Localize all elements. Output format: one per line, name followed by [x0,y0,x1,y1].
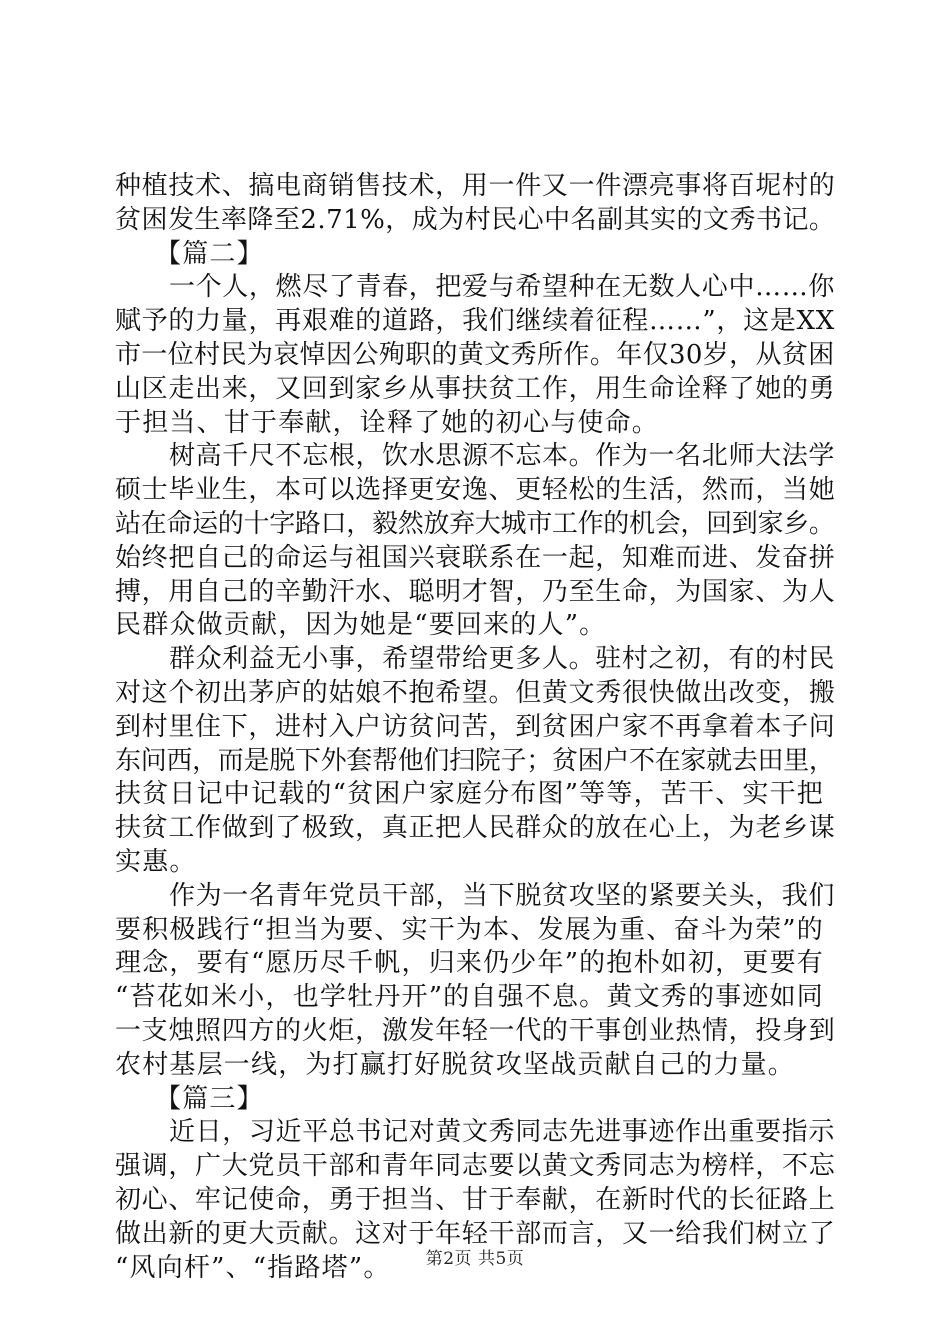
text-line: 硕士毕业生，本可以选择更安逸、更轻松的生活，然而，当她 [115,475,836,506]
text-line: 理念，要有“愿历尽千帆，归来仍少年”的抱朴如初，更要有 [115,948,824,979]
text-line: 树高千尺不忘根，饮水思源不忘本。作为一名北师大法学 [169,441,836,472]
text-line: 农村基层一线，为打赢打好脱贫攻坚战贡献自己的力量。 [115,1049,796,1080]
section-heading: 【篇二】 [155,238,264,269]
text-line: 民群众做贡献，因为她是“要回来的人”。 [115,610,607,641]
text-line: “风向杆”、“指路塔”。 [115,1252,391,1283]
text-line: 群众利益无小事，希望带给更多人。驻村之初，有的村民 [169,644,836,675]
text-line: 东问西，而是脱下外套帮他们扫院子；贫困户不在家就去田里， [115,745,835,776]
text-line: 扶贫工作做到了极致，真正把人民群众的放在心上，为老乡谋 [115,813,836,844]
text-line: 一支烛照四方的火炬，激发年轻一代的干事创业热情，投身到 [115,1015,836,1046]
text-line: 市一位村民为哀悼因公殉职的黄文秀所作。年仅30岁，从贫困 [115,339,835,370]
text-line: 近日，习近平总书记对黄文秀同志先进事迹作出重要指示 [169,1117,836,1148]
text-line: 要积极践行“担当为要、实干为本、发展为重、奋斗为荣”的 [115,914,824,945]
text-line: 搏，用自己的辛勤汗水、聪明才智，乃至生命，为国家、为人 [115,576,836,607]
text-line: 初心、牢记使命，勇于担当、甘于奉献，在新时代的长征路上 [115,1184,836,1215]
section-heading: 【篇三】 [155,1083,264,1114]
text-line: 扶贫日记中记载的“贫困户家庭分布图”等等，苦干、实干把 [115,779,824,810]
text-line: 赋予的力量，再艰难的道路，我们继续着征程……”，这是XX [115,306,835,337]
text-line: 站在命运的十字路口，毅然放弃大城市工作的机会，回到家乡。 [115,508,835,539]
text-line: 强调，广大党员干部和青年同志要以黄文秀同志为榜样，不忘 [115,1151,836,1182]
text-line: 始终把自己的命运与祖国兴衰联系在一起，知难而进、发奋拼 [115,542,836,573]
text-line: 山区走出来，又回到家乡从事扶贫工作，用生命诠释了她的勇 [115,373,836,404]
text-line: 于担当、甘于奉献，诠释了她的初心与使命。 [115,407,660,438]
text-line: 做出新的更大贡献。这对于年轻干部而言，又一给我们树立了 [115,1218,836,1249]
text-line: “苔花如米小，也学牡丹开”的自强不息。黄文秀的事迹如同 [115,982,824,1013]
text-line: 实惠。 [115,846,197,877]
text-line: 到村里住下，进村入户访贫问苦，到贫困户家不再拿着本子问 [115,711,836,742]
page-footer: 第2页 共5页 [425,1249,525,1269]
text-line: 一个人，燃尽了青春，把爱与希望种在无数人心中……你 [169,272,836,303]
text-line: 贫困发生率降至2.71%，成为村民心中名副其实的文秀书记。 [115,204,836,235]
text-line: 作为一名青年党员干部，当下脱贫攻坚的紧要关头，我们 [169,880,836,911]
text-line: 对这个初出茅庐的姑娘不抱希望。但黄文秀很快做出改变，搬 [115,677,836,708]
document-body [115,170,835,1285]
text-line: 种植技术、搞电商销售技术，用一件又一件漂亮事将百坭村的 [115,171,836,201]
